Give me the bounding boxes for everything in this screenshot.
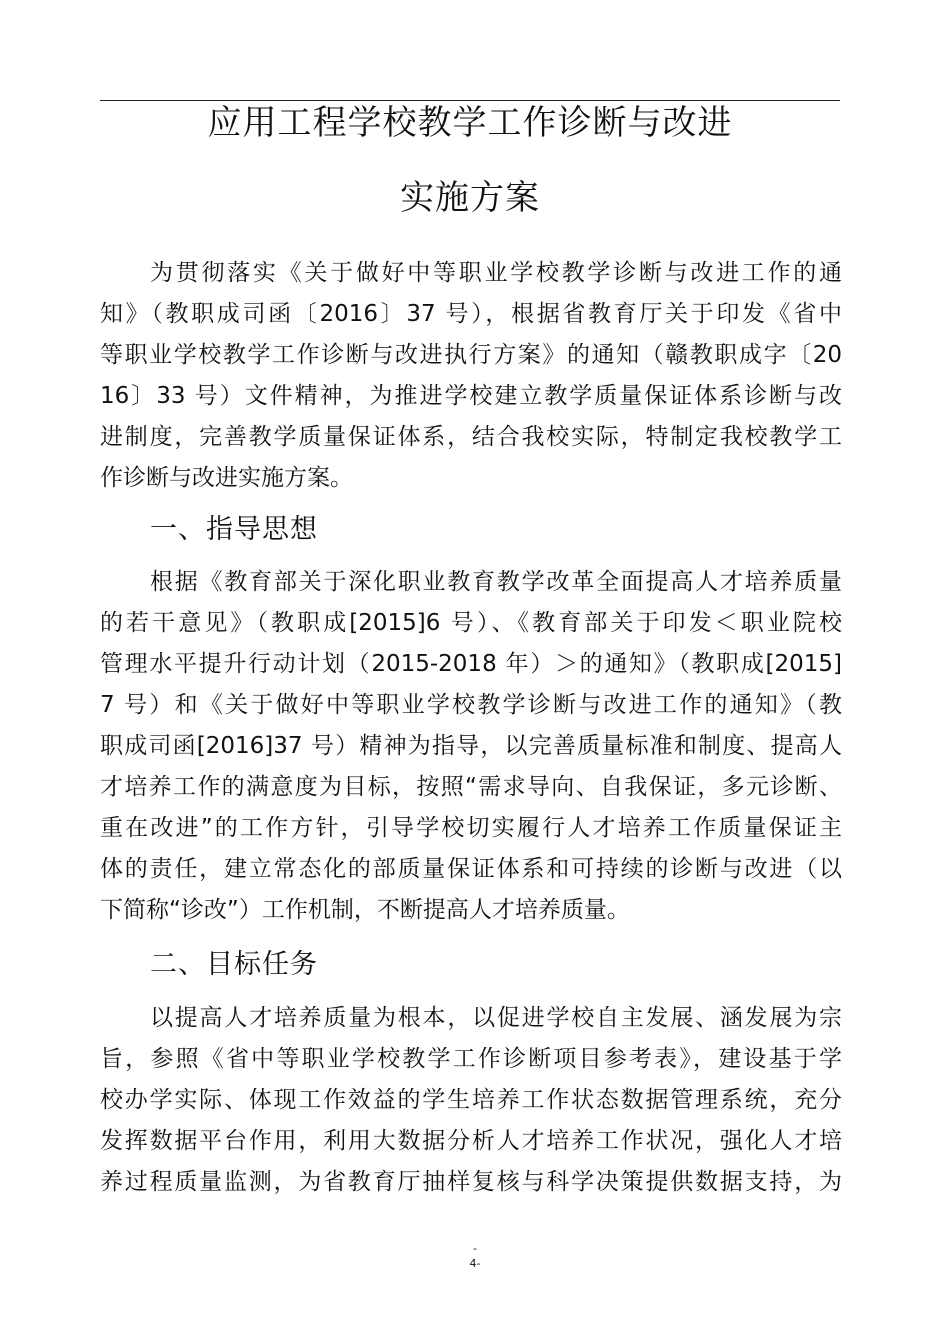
- document-subtitle: 实施方案: [400, 178, 540, 218]
- section1-line: 根据《教育部关于深化职业教育教学改革全面提高人才培养质量: [150, 569, 842, 595]
- header-rule: [100, 100, 840, 101]
- section-heading-guiding-ideology: 一、指导思想: [150, 514, 318, 545]
- page-number: 4-: [469, 1257, 481, 1270]
- section1-line: 体的责任，建立常态化的部质量保证体系和可持续的诊断与改进（以: [100, 856, 842, 882]
- section1-line: 下简称“诊改”）工作机制，不断提高人才培养质量。: [100, 897, 630, 923]
- section2-line: 养过程质量监测，为省教育厅抽样复核与科学决策提供数据支持，为: [100, 1169, 842, 1195]
- section1-line: 重在改进”的工作方针，引导学校切实履行人才培养工作质量保证主: [100, 815, 842, 841]
- section2-line: 以提高人才培养质量为根本，以促进学校自主发展、涵发展为宗: [150, 1005, 842, 1031]
- section-heading-goals-tasks: 二、目标任务: [150, 949, 318, 980]
- section1-line: 的若干意见》（教职成[2015]6 号）、《教育部关于印发＜职业院校: [100, 610, 842, 636]
- intro-line: 16〕33 号）文件精神，为推进学校建立教学质量保证体系诊断与改: [100, 383, 842, 409]
- section1-line: 管理水平提升行动计划（2015-2018 年）＞的通知》（教职成[2015]: [100, 651, 842, 677]
- intro-line: 知》（教职成司函〔2016〕37 号），根据省教育厅关于印发《省中: [100, 301, 842, 327]
- intro-line: 等职业学校教学工作诊断与改进执行方案》的通知（赣教职成字〔20: [100, 342, 842, 368]
- section1-line: 才培养工作的满意度为目标，按照“需求导向、自我保证，多元诊断、: [100, 774, 842, 800]
- section1-line: 7 号）和《关于做好中等职业学校教学诊断与改进工作的通知》（教: [100, 692, 842, 718]
- section2-line: 旨，参照《省中等职业学校教学工作诊断项目参考表》，建设基于学: [100, 1046, 842, 1072]
- section2-line: 发挥数据平台作用，利用大数据分析人才培养工作状况，强化人才培: [100, 1128, 842, 1154]
- intro-line: 作诊断与改进实施方案。: [100, 465, 353, 491]
- section2-line: 校办学实际、体现工作效益的学生培养工作状态数据管理系统，充分: [100, 1087, 842, 1113]
- section1-line: 职成司函[2016]37 号）精神为指导，以完善质量标准和制度、提高人: [100, 733, 842, 759]
- intro-line: 进制度，完善教学质量保证体系，结合我校实际，特制定我校教学工: [100, 424, 842, 450]
- intro-line: 为贯彻落实《关于做好中等职业学校教学诊断与改进工作的通: [150, 260, 842, 286]
- footer-dash: -: [473, 1242, 477, 1255]
- document-title: 应用工程学校教学工作诊断与改进: [207, 103, 733, 143]
